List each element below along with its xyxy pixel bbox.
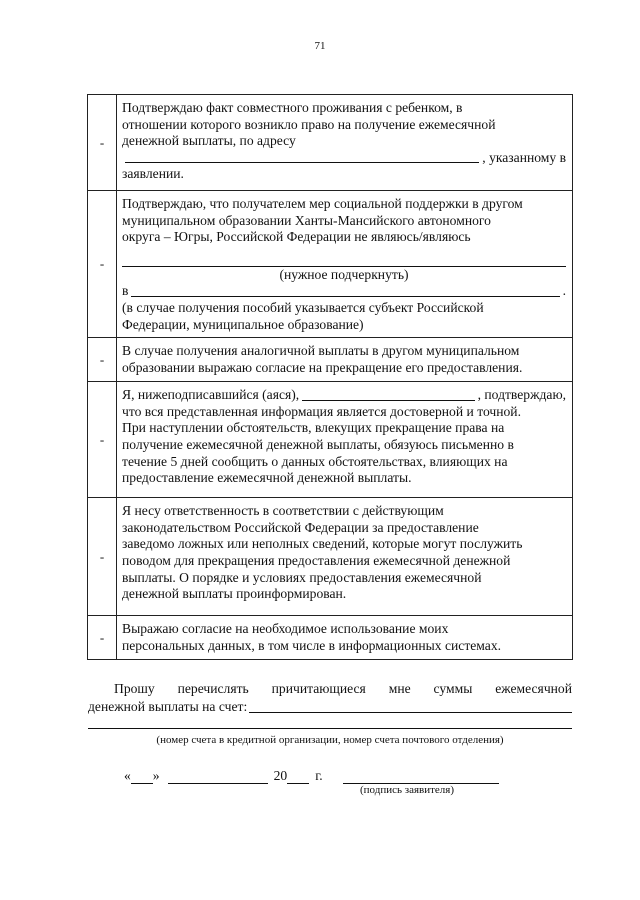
name-line <box>122 387 566 404</box>
text-line: Подтверждаю, что получателем мер социальной поддержки в другом <box>122 196 523 211</box>
statement-other-region <box>117 191 573 338</box>
close-quote: » <box>152 768 160 783</box>
text-line: в <box>122 283 129 299</box>
statement-accuracy <box>117 382 573 498</box>
table-row <box>88 95 573 191</box>
date-signature-row <box>124 768 544 784</box>
row-marker: - <box>88 95 117 191</box>
year-suffix: г. <box>315 768 323 783</box>
text-line: Я несу ответственность в соответствии с действующим <box>122 503 444 519</box>
request-line-account <box>88 698 572 716</box>
text-line: Выражаю согласие на необходимое использование моих <box>122 621 449 637</box>
row-marker: - <box>88 338 117 382</box>
name-blank[interactable] <box>302 388 474 401</box>
statements-table <box>87 94 573 660</box>
account-note: (номер счета в кредитной организации, номер счета почтового отделения) <box>156 734 504 746</box>
statement-cohabitation <box>117 95 573 191</box>
statement-termination-consent <box>117 338 573 382</box>
text-line: что вся представленная информация является достоверной и точной. <box>122 403 521 419</box>
row-marker: - <box>88 191 117 338</box>
page-number: 71 <box>314 40 326 52</box>
year-prefix: 20 <box>273 768 288 783</box>
text-line: (в случае получения пособий указывается субъект Российской <box>122 299 484 315</box>
region-blank[interactable] <box>131 284 559 297</box>
text-line: денежной выплаты на счет: <box>88 699 248 714</box>
payment-request <box>88 680 572 716</box>
month-blank[interactable] <box>168 771 268 784</box>
text-line: законодательством Российской Федерации за предоставление <box>122 519 479 535</box>
text-line: образовании выражаю согласие на прекращение его предоставления. <box>122 359 523 375</box>
table-row <box>88 382 573 498</box>
statement-personal-data-consent <box>117 616 573 660</box>
statement-responsibility <box>117 498 573 616</box>
text-line: . <box>562 283 566 299</box>
text-line: отношении которого возникло право на получение ежемесячной <box>122 116 496 132</box>
text-line: , указанному в <box>482 149 566 165</box>
text-line: Я, нижеподписавшийся (аяся), <box>122 387 300 403</box>
year-blank[interactable] <box>287 771 309 784</box>
text-line: , подтверждаю, <box>477 387 566 403</box>
text-line: Федерации, муниципальное образование) <box>122 316 364 332</box>
day-blank[interactable] <box>131 771 153 784</box>
address-line <box>122 150 566 167</box>
text-line: заявлении. <box>122 166 184 182</box>
signature-blank[interactable] <box>343 771 499 784</box>
text-line: При наступлении обстоятельств, влекущих прекращение права на <box>122 420 505 436</box>
text-line: денежной выплаты, по адресу <box>122 133 296 149</box>
row-marker: - <box>88 498 117 616</box>
table-row <box>88 498 573 616</box>
text-line: муниципальном образовании Ханты-Мансийского автономного <box>122 212 491 228</box>
row-marker: - <box>88 616 117 660</box>
address-blank[interactable] <box>125 150 479 163</box>
row-marker: - <box>88 382 117 498</box>
region-line <box>122 283 566 300</box>
table-row <box>88 338 573 382</box>
text-line: течение 5 дней сообщить о данных обстоятельствах, влияющих на <box>122 453 508 469</box>
text-line: получение ежемесячной денежной выплаты, обязуюсь письменно в <box>122 436 514 452</box>
table-row <box>88 616 573 660</box>
text-line: поводом для прекращения предоставления ежемесячной денежной <box>122 552 511 568</box>
open-quote: « <box>124 768 131 783</box>
text-line: персональных данных, в том числе в информационных системах. <box>122 637 502 653</box>
text-line: округа – Югры, Российской Федерации не являюсь/являюсь <box>122 229 471 245</box>
account-number-blank[interactable] <box>88 728 572 729</box>
text-line: заведомо ложных или неполных сведений, которые могут послужить <box>122 536 523 552</box>
text-line: выплаты. О порядке и условиях предоставления ежемесячной <box>122 569 482 585</box>
table-row <box>88 191 573 338</box>
text-line: В случае получения аналогичной выплаты в другом муниципальном <box>122 343 520 359</box>
text-line: предоставление ежемесячной денежной выплаты. <box>122 470 412 486</box>
text-line: Подтверждаю факт совместного проживания с ребенком, в <box>122 100 463 115</box>
text-line: денежной выплаты проинформирован. <box>122 586 347 602</box>
account-blank[interactable] <box>249 699 572 713</box>
choice-hint: (нужное подчеркнуть) <box>279 266 409 282</box>
request-line: Прошу перечислять причитающиеся мне суммы ежемесячной <box>114 681 572 696</box>
signature-note: (подпись заявителя) <box>360 784 455 796</box>
choice-blank[interactable] <box>122 250 566 267</box>
